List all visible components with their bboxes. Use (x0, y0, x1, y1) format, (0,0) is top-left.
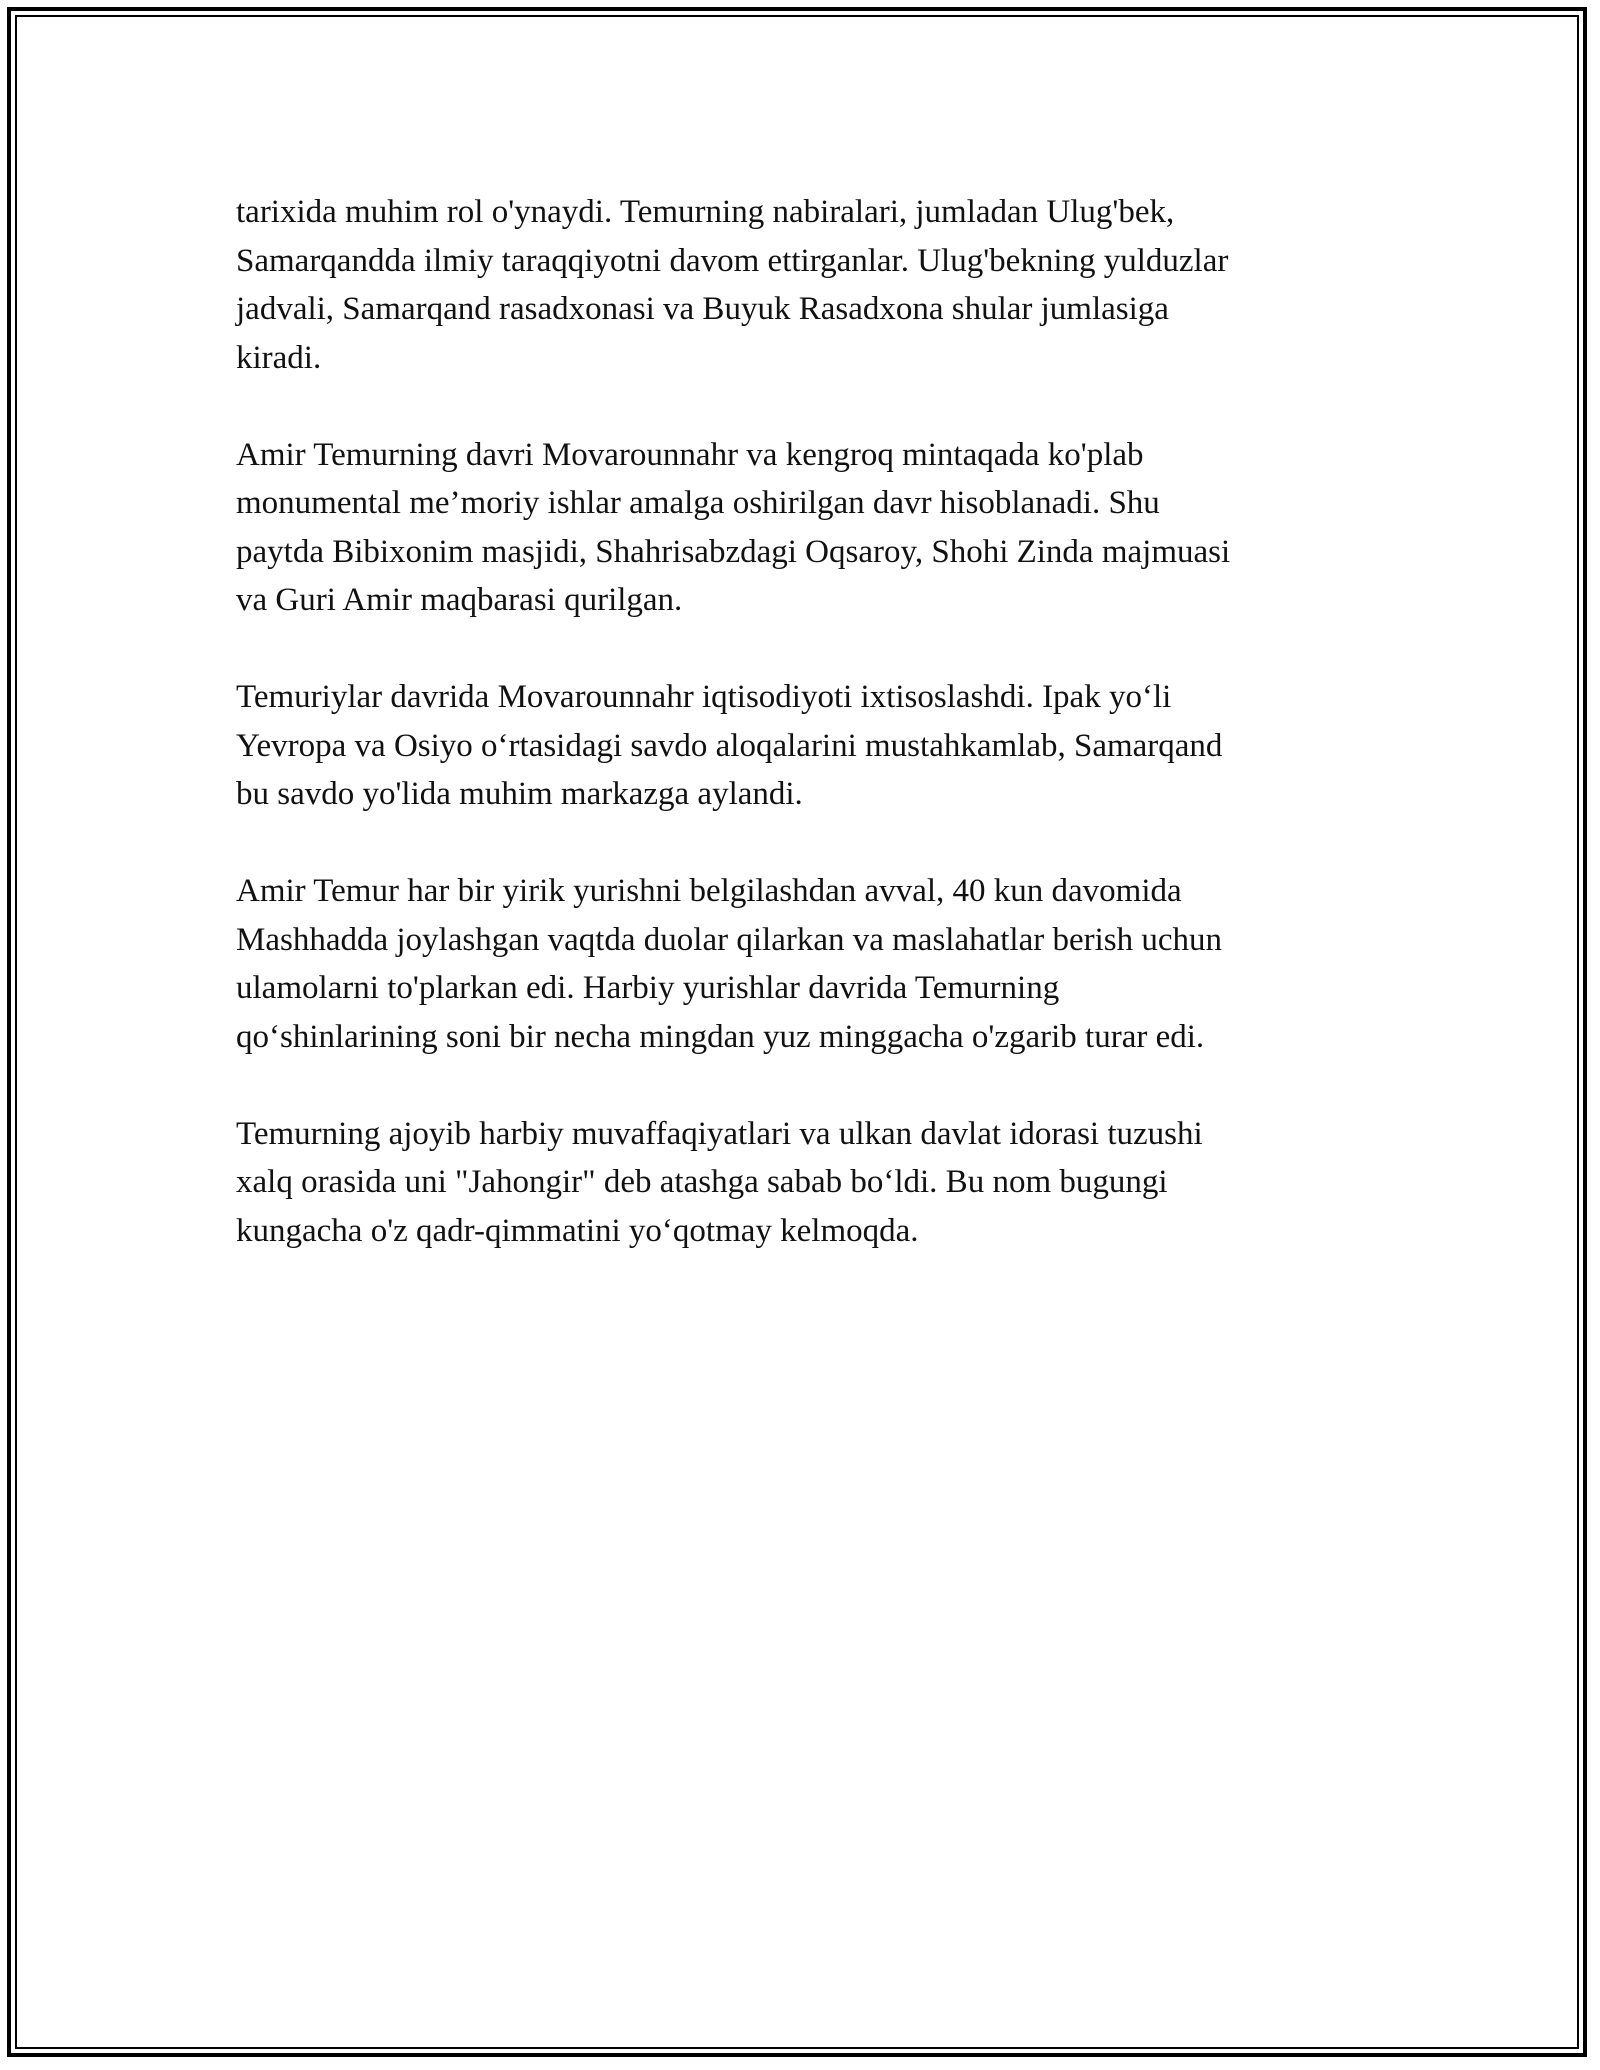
paragraph-5 (236, 1110, 1356, 1256)
text-line: paytda Bibixonim masjidi, Shahrisabzdagi Oqsaroy, Shohi Zinda majmuasi (236, 533, 1231, 570)
text-line: va Guri Amir maqbarasi qurilgan. (236, 582, 683, 618)
text-line: Amir Temur har bir yirik yurishni belgilashdan avval, 40 kun davomida (236, 873, 1182, 909)
text-line: Temurning ajoyib harbiy muvaffaqiyatlari va ulkan davlat idorasi tuzushi (236, 1115, 1203, 1152)
text-line: kiradi. (236, 339, 322, 376)
text-line: qo‘shinlarining soni bir necha mingdan yuz minggacha o'zgarib turar edi. (236, 1018, 1205, 1055)
text-line: xalq orasida uni "Jahongir" deb atashga sabab bo‘ldi. Bu nom bugungi (236, 1164, 1168, 1200)
text-line: jadvali, Samarqand rasadxonasi va Buyuk Rasadxona shular jumlasiga (236, 291, 1169, 327)
paragraph-3 (236, 673, 1356, 819)
text-line: Yevropa va Osiyo o‘rtasidagi savdo aloqalarini mustahkamlab, Samarqand (236, 727, 1223, 764)
text-line: Temuriylar davrida Movarounnahr iqtisodiyoti ixtisoslashdi. Ipak yo‘li (236, 679, 1172, 715)
text-line: tarixida muhim rol o'ynaydi. Temurning nabiralari, jumladan Ulug'bek, (236, 194, 1175, 230)
text-line: bu savdo yo'lida muhim markazga aylandi. (236, 776, 803, 812)
paragraph-4 (236, 867, 1356, 1061)
document-body (236, 188, 1356, 1304)
text-line: Mashhadda joylashgan vaqtda duolar qilarkan va maslahatlar berish uchun (236, 921, 1223, 958)
text-line: ulamolarni to'plarkan edi. Harbiy yurishlar davrida Temurning (236, 970, 1060, 1006)
text-line: Samarqandda ilmiy taraqqiyotni davom ettirganlar. Ulug'bekning yulduzlar (236, 242, 1229, 279)
text-line: monumental me’moriy ishlar amalga oshirilgan davr hisoblanadi. Shu (236, 485, 1160, 521)
paragraph-1 (236, 188, 1356, 382)
text-line: kungacha o'z qadr-qimmatini yo‘qotmay kelmoqda. (236, 1212, 919, 1249)
paragraph-2 (236, 431, 1356, 625)
text-line: Amir Temurning davri Movarounnahr va kengroq mintaqada ko'plab (236, 436, 1144, 473)
